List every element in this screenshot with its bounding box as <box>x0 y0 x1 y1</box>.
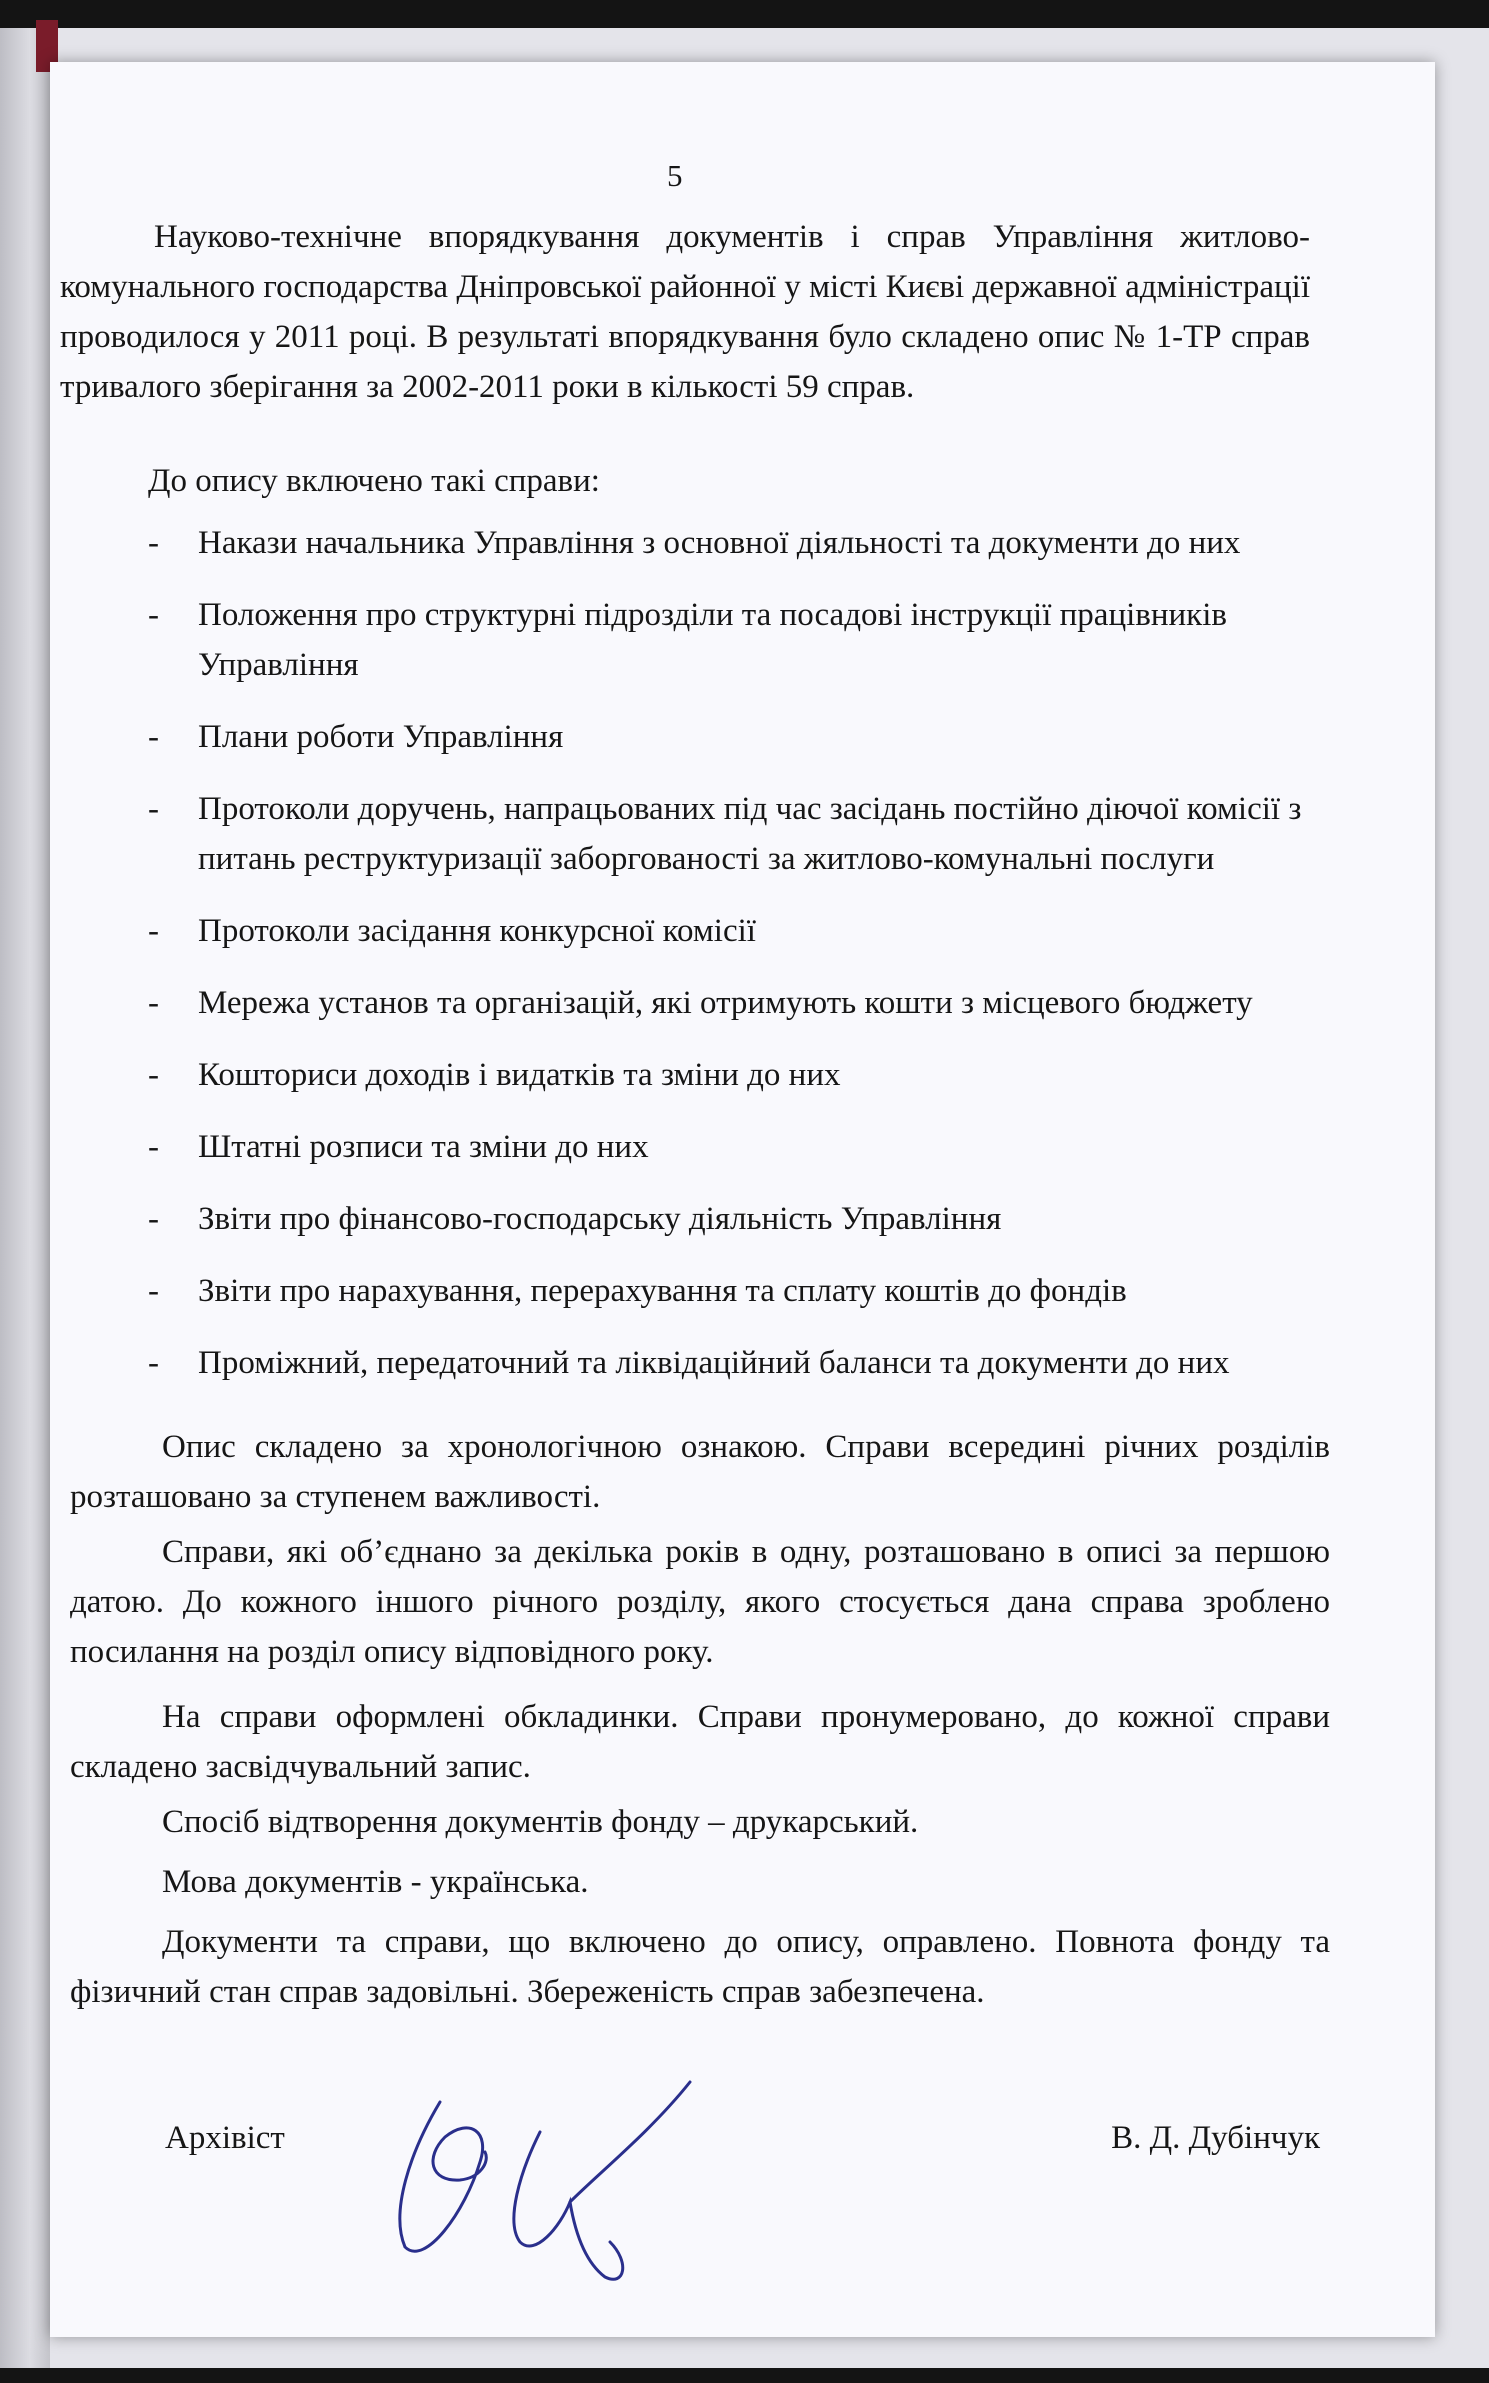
list-item <box>148 1122 1348 1172</box>
list-item <box>148 906 1348 956</box>
signature-name: В. Д. Дубінчук <box>1111 2120 1320 2156</box>
list-dash: - <box>148 791 159 827</box>
list-item <box>148 1194 1348 1244</box>
handwritten-signature-icon <box>370 2062 710 2312</box>
list-item-text: Кошториси доходів і видатків та зміни до них <box>198 1057 841 1093</box>
paragraph-chronology: Опис складено за хронологічною ознакою. Справи всередині річних розділів розташовано за ступенем важливості. <box>70 1429 1330 1515</box>
list-dash: - <box>148 1129 159 1165</box>
list-dash: - <box>148 1345 159 1381</box>
list-heading: До опису включено такі справи: <box>148 463 600 499</box>
document-page <box>50 62 1435 2337</box>
list-item <box>148 1050 1348 1100</box>
list-item-text: Положення про структурні підрозділи та посадові інструкції працівників Управління <box>198 597 1227 683</box>
list-item-text: Протоколи засідання конкурсної комісії <box>198 913 756 949</box>
list-item-text: Звіти про фінансово-господарську діяльність Управління <box>198 1201 1002 1237</box>
intro-paragraph: Науково-технічне впорядкування документів і справ Управління житлово-комунального господарства Дніпровської районної у місті Києві державної адміністрації проводилося у 2011 році. В результаті впорядкування було складено опис № 1-ТР справ тривалого зберігання за 2002-2011 роки в кількості 59 справ. <box>60 219 1310 405</box>
list-item-text: Проміжний, передаточний та ліквідаційний баланси та документи до них <box>198 1345 1230 1381</box>
signature-block <box>70 2062 1320 2322</box>
paragraph-reproduction: Спосіб відтворення документів фонду – друкарський. <box>162 1804 919 1840</box>
list-dash: - <box>148 1057 159 1093</box>
list-dash: - <box>148 1273 159 1309</box>
list-item <box>148 1266 1348 1316</box>
list-item-text: Накази начальника Управління з основної діяльності та документи до них <box>198 525 1241 561</box>
list-item-text: Штатні розписи та зміни до них <box>198 1129 649 1165</box>
list-dash: - <box>148 913 159 949</box>
page-number: 5 <box>667 158 683 193</box>
case-list <box>148 518 1348 1410</box>
list-item-text: Мережа установ та організацій, які отримують кошти з місцевого бюджету <box>198 985 1253 1021</box>
list-item <box>148 978 1348 1028</box>
list-item <box>148 784 1348 884</box>
list-dash: - <box>148 985 159 1021</box>
paragraph-condition: Документи та справи, що включено до опису, оправлено. Повнота фонду та фізичний стан справ задовільні. Збереженість справ забезпечена. <box>70 1924 1330 2010</box>
list-item <box>148 1338 1348 1388</box>
signature-role: Архівіст <box>165 2120 285 2156</box>
list-dash: - <box>148 1201 159 1237</box>
list-item-text: Протоколи доручень, напрацьованих під час засідань постійно діючої комісії з питань реструктуризації заборгованості за житлово-комунальні послуги <box>198 791 1302 877</box>
book-edge <box>0 28 50 2368</box>
list-item <box>148 518 1348 568</box>
list-item-text: Плани роботи Управління <box>198 719 564 755</box>
list-item <box>148 590 1348 690</box>
list-dash: - <box>148 719 159 755</box>
list-item-text: Звіти про нарахування, перерахування та сплату коштів до фондів <box>198 1273 1127 1309</box>
list-dash: - <box>148 597 159 633</box>
paragraph-covers: На справи оформлені обкладинки. Справи пронумеровано, до кожної справи складено засвідчувальний запис. <box>70 1699 1330 1785</box>
paragraph-language: Мова документів - українська. <box>162 1864 589 1900</box>
list-item <box>148 712 1348 762</box>
list-dash: - <box>148 525 159 561</box>
paragraph-multiyear: Справи, які об’єднано за декілька років в одну, розташовано в описі за першою датою. До кожного іншого річного розділу, якого стосується дана справа зроблено посилання на розділ опису відповідного року. <box>70 1534 1330 1670</box>
